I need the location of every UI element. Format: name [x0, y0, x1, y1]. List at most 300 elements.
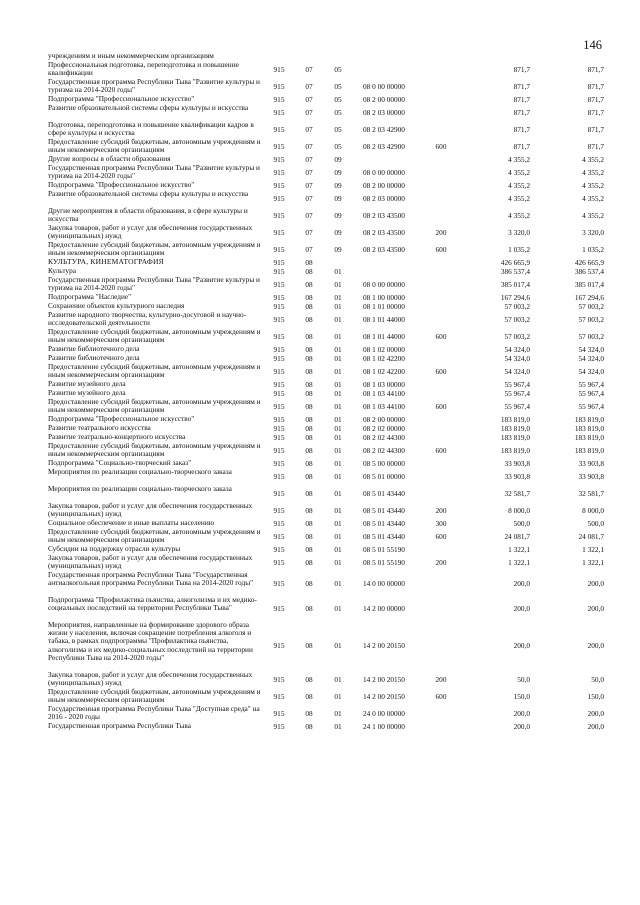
ved-code: 915	[273, 366, 285, 376]
subsection-code: 01	[334, 388, 342, 398]
amount-year-2: 57 003,2	[578, 331, 604, 341]
section-code: 08	[305, 279, 313, 289]
section-code: 08	[305, 423, 313, 433]
table-row	[48, 485, 604, 502]
row-name: Закупка товаров, работ и услуг для обеспечения государственных (муниципальных) нужд	[48, 501, 253, 519]
row-name: КУЛЬТУРА, КИНЕМАТОГРАФИЯ	[48, 257, 164, 266]
amount-year-2: 55 967,4	[578, 379, 604, 389]
table-row	[48, 190, 604, 207]
amount-year-2: 54 324,0	[578, 344, 604, 354]
amount-year-1: 183 819,0	[500, 414, 530, 424]
ved-code: 915	[273, 445, 285, 455]
target-article-code: 08 2 02 00000	[363, 423, 405, 433]
row-name: Мероприятия по реализации социально-творческого заказа	[48, 484, 232, 493]
amount-year-2: 33 903,8	[578, 458, 604, 468]
amount-year-1: 1 322,1	[508, 544, 530, 554]
row-name: Развитие образовательной системы сферы культуры и искусства	[48, 189, 249, 198]
section-code: 08	[305, 531, 313, 541]
amount-year-1: 200,0	[513, 640, 530, 650]
ved-code: 915	[273, 505, 285, 515]
row-name: Мероприятия, направленные на формирование здорового образа жизни у населения, включая сокращение потребления алкоголя и табака, в рамках подпрограммы "Профилактика пьянства, алкоголизма и их медико-социальных последствий на территории Республики Тыва на 2014-2020 годы"	[48, 620, 253, 662]
expense-type-code: 600	[435, 691, 447, 701]
ved-code: 915	[273, 193, 285, 203]
target-article-code: 08 1 03 00000	[363, 379, 405, 389]
amount-year-1: 167 294,6	[500, 292, 530, 302]
subsection-code: 05	[334, 81, 342, 91]
ved-code: 915	[273, 379, 285, 389]
target-article-code: 08 1 01 44000	[363, 331, 405, 341]
ved-code: 915	[273, 544, 285, 554]
subsection-code: 01	[334, 518, 342, 528]
subsection-code: 09	[334, 227, 342, 237]
table-row	[48, 276, 604, 293]
row-name: Культура	[48, 266, 76, 275]
target-article-code: 08 5 01 55190	[363, 544, 405, 554]
amount-year-1: 4 355,2	[508, 180, 530, 190]
amount-year-1: 8 000,0	[508, 505, 530, 515]
amount-year-2: 500,0	[587, 518, 604, 528]
subsection-code: 09	[334, 167, 342, 177]
section-code: 07	[305, 180, 313, 190]
amount-year-2: 1 322,1	[582, 544, 604, 554]
amount-year-1: 871,7	[513, 124, 530, 134]
ved-code: 915	[273, 432, 285, 442]
table-row	[48, 363, 604, 380]
ved-code: 915	[273, 691, 285, 701]
amount-year-1: 57 003,2	[504, 331, 530, 341]
subsection-code: 01	[334, 344, 342, 354]
section-code: 08	[305, 458, 313, 468]
target-article-code: 08 1 02 42200	[363, 366, 405, 376]
ved-code: 915	[273, 167, 285, 177]
expense-type-code: 300	[435, 518, 447, 528]
ved-code: 915	[273, 210, 285, 220]
ved-code: 915	[273, 124, 285, 134]
section-code: 08	[305, 445, 313, 455]
subsection-code: 01	[334, 674, 342, 684]
amount-year-2: 200,0	[587, 578, 604, 588]
row-name: Государственная программа Республики Тыва	[48, 721, 191, 730]
amount-year-2: 183 819,0	[574, 445, 604, 455]
amount-year-1: 871,7	[513, 141, 530, 151]
target-article-code: 08 1 02 42200	[363, 353, 405, 363]
section-code: 08	[305, 721, 313, 731]
subsection-code: 09	[334, 154, 342, 164]
amount-year-2: 871,7	[587, 107, 604, 117]
section-code: 08	[305, 640, 313, 650]
target-article-code: 08 0 00 00000	[363, 81, 405, 91]
table-row	[48, 705, 604, 722]
section-code: 07	[305, 210, 313, 220]
ved-code: 915	[273, 458, 285, 468]
table-row	[48, 104, 604, 121]
ved-code: 915	[273, 423, 285, 433]
amount-year-1: 871,7	[513, 81, 530, 91]
section-code: 08	[305, 257, 313, 267]
subsection-code: 01	[334, 603, 342, 613]
amount-year-2: 55 967,4	[578, 401, 604, 411]
row-name: Государственная программа Республики Тыва "Развитие культуры и туризма на 2014-2020 годы"	[48, 77, 260, 95]
amount-year-2: 871,7	[587, 141, 604, 151]
expense-type-code: 600	[435, 141, 447, 151]
amount-year-2: 385 017,4	[574, 279, 604, 289]
amount-year-1: 33 903,8	[504, 471, 530, 481]
subsection-code: 09	[334, 210, 342, 220]
target-article-code: 08 1 01 00000	[363, 301, 405, 311]
target-article-code: 08 0 00 00000	[363, 167, 405, 177]
ved-code: 915	[273, 414, 285, 424]
row-name: Мероприятия по реализации социально-творческого заказа	[48, 467, 232, 476]
amount-year-2: 167 294,6	[574, 292, 604, 302]
subsection-code: 01	[334, 432, 342, 442]
amount-year-2: 4 355,2	[582, 193, 604, 203]
amount-year-1: 57 003,2	[504, 301, 530, 311]
expense-type-code: 200	[435, 505, 447, 515]
ved-code: 915	[273, 81, 285, 91]
subsection-code: 05	[334, 107, 342, 117]
amount-year-2: 4 355,2	[582, 180, 604, 190]
amount-year-2: 871,7	[587, 94, 604, 104]
subsection-code: 01	[334, 366, 342, 376]
ved-code: 915	[273, 301, 285, 311]
row-name: Закупка товаров, работ и услуг для обеспечения государственных (муниципальных) нужд	[48, 223, 253, 241]
row-name: Сохранение объектов культурного наследия	[48, 301, 185, 310]
target-article-code: 08 1 00 00000	[363, 292, 405, 302]
ved-code: 915	[273, 344, 285, 354]
table-row	[48, 78, 604, 95]
row-name: Подпрограмма "Профессиональное искусство"	[48, 94, 195, 103]
amount-year-1: 54 324,0	[504, 344, 530, 354]
section-code: 07	[305, 107, 313, 117]
amount-year-2: 33 903,8	[578, 471, 604, 481]
amount-year-2: 50,0	[591, 674, 604, 684]
subsection-code: 01	[334, 292, 342, 302]
row-name: учреждениям и иным некоммерческим организациям	[48, 51, 214, 60]
amount-year-1: 55 967,4	[504, 379, 530, 389]
section-code: 07	[305, 227, 313, 237]
subsection-code: 01	[334, 531, 342, 541]
table-row	[48, 596, 604, 621]
row-name: Подпрограмма "Социально-творческий заказ"	[48, 458, 192, 467]
target-article-code: 08 2 03 42900	[363, 141, 405, 151]
section-code: 07	[305, 81, 313, 91]
row-name: Закупка товаров, работ и услуг для обеспечения государственных (муниципальных) нужд	[48, 670, 253, 688]
target-article-code: 08 0 00 00000	[363, 279, 405, 289]
subsection-code: 01	[334, 708, 342, 718]
amount-year-1: 426 665,9	[500, 257, 530, 267]
amount-year-1: 500,0	[513, 518, 530, 528]
amount-year-2: 200,0	[587, 721, 604, 731]
row-name: Предоставление субсидий бюджетным, автономным учреждениям и иным некоммерческим организациям	[48, 240, 261, 258]
section-code: 08	[305, 366, 313, 376]
subsection-code: 09	[334, 244, 342, 254]
amount-year-2: 150,0	[587, 691, 604, 701]
section-code: 07	[305, 154, 313, 164]
table-row	[48, 554, 604, 571]
row-name: Развитие музейного дела	[48, 379, 126, 388]
amount-year-1: 4 355,2	[508, 167, 530, 177]
amount-year-1: 1 322,1	[508, 557, 530, 567]
section-code: 08	[305, 557, 313, 567]
subsection-code: 01	[334, 578, 342, 588]
row-name: Государственная программа Республики Тыва "Развитие культуры и туризма на 2014-2020 годы"	[48, 163, 260, 181]
target-article-code: 08 1 01 44000	[363, 314, 405, 324]
section-code: 08	[305, 314, 313, 324]
row-name: Развитие музейного дела	[48, 388, 126, 397]
row-name: Развитие образовательной системы сферы культуры и искусства	[48, 103, 249, 112]
ved-code: 915	[273, 64, 285, 74]
target-article-code: 08 1 03 44100	[363, 388, 405, 398]
amount-year-1: 150,0	[513, 691, 530, 701]
subsection-code: 01	[334, 414, 342, 424]
target-article-code: 08 2 00 00000	[363, 180, 405, 190]
target-article-code: 08 2 03 00000	[363, 107, 405, 117]
subsection-code: 01	[334, 279, 342, 289]
subsection-code: 01	[334, 314, 342, 324]
row-name: Предоставление субсидий бюджетным, автономным учреждениям и иным некоммерческим организациям	[48, 137, 261, 155]
section-code: 08	[305, 471, 313, 481]
amount-year-2: 871,7	[587, 81, 604, 91]
amount-year-2: 1 322,1	[582, 557, 604, 567]
amount-year-2: 426 665,9	[574, 257, 604, 267]
amount-year-2: 200,0	[587, 640, 604, 650]
table-row	[48, 207, 604, 224]
ved-code: 915	[273, 331, 285, 341]
subsection-code: 05	[334, 141, 342, 151]
section-code: 08	[305, 379, 313, 389]
section-code: 07	[305, 124, 313, 134]
target-article-code: 14 2 00 20150	[363, 691, 405, 701]
target-article-code: 14 0 00 00000	[363, 578, 405, 588]
section-code: 07	[305, 64, 313, 74]
ved-code: 915	[273, 353, 285, 363]
target-article-code: 24 1 00 00000	[363, 721, 405, 731]
ved-code: 915	[273, 708, 285, 718]
section-code: 08	[305, 388, 313, 398]
table-row	[48, 621, 604, 671]
target-article-code: 14 2 00 20150	[363, 674, 405, 684]
amount-year-1: 386 537,4	[500, 266, 530, 276]
amount-year-2: 3 320,0	[582, 227, 604, 237]
row-name: Предоставление субсидий бюджетным, автономным учреждениям и иным некоммерческим организациям	[48, 327, 261, 345]
subsection-code: 01	[334, 266, 342, 276]
table-row	[48, 164, 604, 181]
amount-year-1: 183 819,0	[500, 445, 530, 455]
section-code: 07	[305, 244, 313, 254]
amount-year-1: 4 355,2	[508, 193, 530, 203]
subsection-code: 01	[334, 423, 342, 433]
row-name: Предоставление субсидий бюджетным, автономным учреждениям и иным некоммерческим организациям	[48, 397, 261, 415]
section-code: 08	[305, 353, 313, 363]
target-article-code: 08 5 01 00000	[363, 471, 405, 481]
amount-year-1: 871,7	[513, 107, 530, 117]
expense-type-code: 600	[435, 366, 447, 376]
table-row	[48, 138, 604, 155]
amount-year-2: 55 967,4	[578, 388, 604, 398]
amount-year-2: 54 324,0	[578, 353, 604, 363]
row-name: Закупка товаров, работ и услуг для обеспечения государственных (муниципальных) нужд	[48, 553, 253, 571]
amount-year-1: 54 324,0	[504, 353, 530, 363]
row-name: Подпрограмма "Профессиональное искусство"	[48, 180, 195, 189]
target-article-code: 08 2 03 42900	[363, 124, 405, 134]
subsection-code: 01	[334, 691, 342, 701]
ved-code: 915	[273, 603, 285, 613]
expense-type-code: 200	[435, 227, 447, 237]
target-article-code: 08 2 00 00000	[363, 414, 405, 424]
target-article-code: 08 5 01 43440	[363, 488, 405, 498]
table-row	[48, 398, 604, 415]
subsection-code: 05	[334, 64, 342, 74]
amount-year-1: 183 819,0	[500, 432, 530, 442]
section-code: 08	[305, 401, 313, 411]
row-name: Другие мероприятия в области образования, в сфере культуры и искусства	[48, 206, 248, 224]
section-code: 07	[305, 94, 313, 104]
ved-code: 915	[273, 266, 285, 276]
row-name: Профессиональная подготовка, переподготовка и повышение квалификации	[48, 60, 239, 78]
subsection-code: 01	[334, 544, 342, 554]
table-row	[48, 528, 604, 545]
target-article-code: 08 5 01 55190	[363, 557, 405, 567]
row-name: Подпрограмма "Профессиональное искусство"	[48, 414, 195, 423]
amount-year-2: 183 819,0	[574, 432, 604, 442]
subsection-code: 01	[334, 505, 342, 515]
amount-year-1: 32 581,7	[504, 488, 530, 498]
amount-year-2: 8 000,0	[582, 505, 604, 515]
subsection-code: 01	[334, 353, 342, 363]
table-row	[48, 722, 604, 731]
subsection-code: 01	[334, 471, 342, 481]
subsection-code: 01	[334, 721, 342, 731]
row-name: Субсидии на поддержку отрасли культуры	[48, 544, 181, 553]
ved-code: 915	[273, 471, 285, 481]
amount-year-2: 200,0	[587, 708, 604, 718]
amount-year-2: 871,7	[587, 124, 604, 134]
table-row	[48, 328, 604, 345]
amount-year-2: 200,0	[587, 603, 604, 613]
subsection-code: 05	[334, 94, 342, 104]
table-row	[48, 121, 604, 138]
subsection-code: 01	[334, 379, 342, 389]
subsection-code: 01	[334, 301, 342, 311]
section-code: 08	[305, 414, 313, 424]
section-code: 08	[305, 691, 313, 701]
amount-year-1: 54 324,0	[504, 366, 530, 376]
subsection-code: 01	[334, 640, 342, 650]
ved-code: 915	[273, 94, 285, 104]
amount-year-2: 1 035,2	[582, 244, 604, 254]
table-row	[48, 224, 604, 241]
target-article-code: 08 5 00 00000	[363, 458, 405, 468]
ved-code: 915	[273, 141, 285, 151]
section-code: 07	[305, 141, 313, 151]
amount-year-2: 24 081,7	[578, 531, 604, 541]
row-name: Подпрограмма "Профилактика пьянства, алкоголизма и их медико-социальных последствий на территории Республики Тыва"	[48, 595, 257, 613]
ved-code: 915	[273, 244, 285, 254]
table-row	[48, 671, 604, 688]
expense-type-code: 200	[435, 557, 447, 567]
amount-year-2: 4 355,2	[582, 154, 604, 164]
amount-year-2: 57 003,2	[578, 301, 604, 311]
target-article-code: 24 0 00 00000	[363, 708, 405, 718]
expense-type-code: 600	[435, 244, 447, 254]
ved-code: 915	[273, 107, 285, 117]
row-name: Развитие театрального искусства	[48, 423, 151, 432]
subsection-code: 01	[334, 445, 342, 455]
expense-type-code: 600	[435, 531, 447, 541]
amount-year-2: 57 003,2	[578, 314, 604, 324]
amount-year-1: 33 903,8	[504, 458, 530, 468]
target-article-code: 08 2 02 44300	[363, 432, 405, 442]
section-code: 08	[305, 344, 313, 354]
section-code: 08	[305, 331, 313, 341]
amount-year-1: 200,0	[513, 708, 530, 718]
page-number: 146	[583, 38, 602, 52]
ved-code: 915	[273, 257, 285, 267]
target-article-code: 08 2 03 43500	[363, 227, 405, 237]
row-name: Государственная программа Республики Тыва "Доступная среда" на 2016 - 2020 годы	[48, 704, 260, 722]
amount-year-1: 871,7	[513, 64, 530, 74]
section-code: 08	[305, 432, 313, 442]
table-row	[48, 688, 604, 705]
table-row	[48, 442, 604, 459]
section-code: 07	[305, 193, 313, 203]
target-article-code: 08 2 00 00000	[363, 94, 405, 104]
subsection-code: 01	[334, 458, 342, 468]
expense-type-code: 600	[435, 331, 447, 341]
table-row	[48, 61, 604, 78]
target-article-code: 08 1 02 00000	[363, 344, 405, 354]
ved-code: 915	[273, 578, 285, 588]
section-code: 07	[305, 167, 313, 177]
section-code: 08	[305, 603, 313, 613]
subsection-code: 01	[334, 401, 342, 411]
table-row	[48, 571, 604, 596]
ved-code: 915	[273, 279, 285, 289]
row-name: Предоставление субсидий бюджетным, автономным учреждениям и иным некоммерческим организациям	[48, 362, 261, 380]
target-article-code: 08 1 03 44100	[363, 401, 405, 411]
target-article-code: 08 5 01 43440	[363, 505, 405, 515]
ved-code: 915	[273, 721, 285, 731]
row-name: Другие вопросы в области образования	[48, 154, 171, 163]
section-code: 08	[305, 488, 313, 498]
row-name: Развитие театрально-концертного искусства	[48, 432, 186, 441]
table-row	[48, 502, 604, 519]
ved-code: 915	[273, 154, 285, 164]
row-name: Социальное обеспечение и иные выплаты населению	[48, 518, 215, 527]
ved-code: 915	[273, 227, 285, 237]
amount-year-1: 200,0	[513, 603, 530, 613]
table-row	[48, 241, 604, 258]
target-article-code: 08 5 01 43440	[363, 518, 405, 528]
subsection-code: 01	[334, 557, 342, 567]
subsection-code: 01	[334, 331, 342, 341]
ved-code: 915	[273, 557, 285, 567]
row-name: Предоставление субсидий бюджетным, автономным учреждениям и иным некоммерческим организациям	[48, 441, 261, 459]
amount-year-1: 4 355,2	[508, 210, 530, 220]
target-article-code: 08 2 03 43500	[363, 210, 405, 220]
amount-year-2: 4 355,2	[582, 167, 604, 177]
ved-code: 915	[273, 314, 285, 324]
target-article-code: 08 2 03 00000	[363, 193, 405, 203]
amount-year-2: 386 537,4	[574, 266, 604, 276]
subsection-code: 05	[334, 124, 342, 134]
amount-year-1: 4 355,2	[508, 154, 530, 164]
amount-year-1: 55 967,4	[504, 401, 530, 411]
section-code: 08	[305, 301, 313, 311]
ved-code: 915	[273, 674, 285, 684]
section-code: 08	[305, 544, 313, 554]
target-article-code: 08 2 02 44300	[363, 445, 405, 455]
